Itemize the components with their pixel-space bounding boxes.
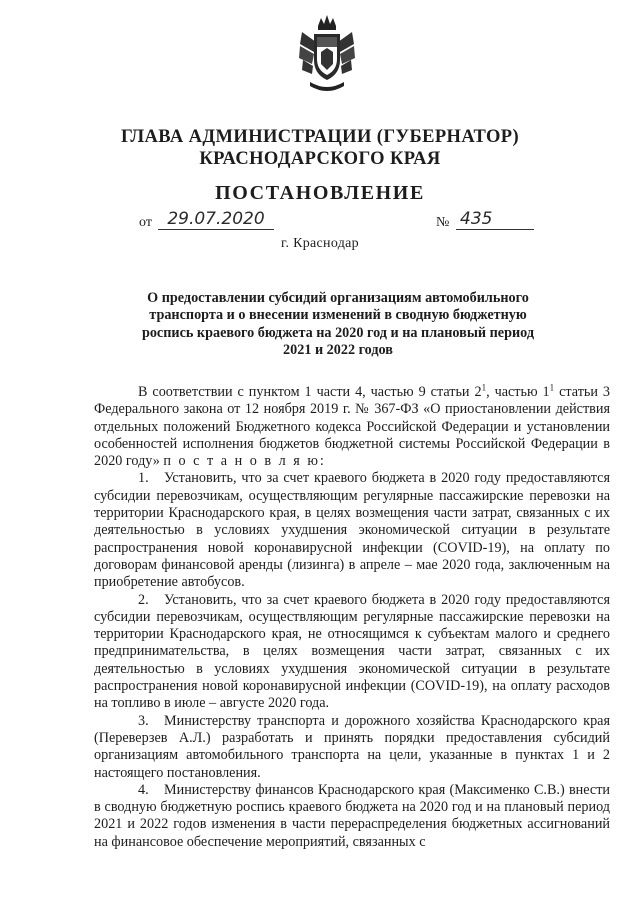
item-text: Установить, что за счет краевого бюджета в 2020 году предоставляются субсидии перевозчикам, осуществляющим регулярные пассажирские перевозки на территории Краснодарского края, в целях возмещения части затрат, связанных с их деятельностью в условиях ухудшения экономической ситуации в результате распространения новой коронавирусной инфекции (COVID-19), на оплату по договорам финансовой аренды (лизинга) в апреле – мае 2020 года, заключенным на приобретение автобусов. xyxy=(94,470,610,591)
item-text: Министерству транспорта и дорожного хозяйства Краснодарского края (Переверзев А.Л.) разработать и принять порядки предоставления субсидий организациям автомобильного транспорта на цели, указанные в пунктах 1 и 2 настоящего постановления. xyxy=(94,712,610,781)
list-item xyxy=(94,470,610,591)
city: г. Краснодар xyxy=(281,236,359,251)
document-number: 435 xyxy=(456,209,534,230)
list-item xyxy=(94,713,610,782)
date-number-line xyxy=(0,209,640,233)
list-item xyxy=(94,782,610,851)
item-number: 1. xyxy=(138,470,149,487)
document-date: 29.07.2020 xyxy=(158,209,274,230)
krasnodar-coat-of-arms-icon xyxy=(298,12,356,94)
item-number: 2. xyxy=(138,591,149,608)
number-label: № xyxy=(436,215,450,230)
item-number: 3. xyxy=(138,712,149,729)
decree-word: п о с т а н о в л я ю: xyxy=(163,453,326,470)
item-text: Установить, что за счет краевого бюджета в 2020 году предоставляются субсидии перевозчикам, осуществляющим регулярные пассажирские перевозки на территории Краснодарского края, не относящимся к субъектам малого и среднего предпринимательства, в целях возмещения части затрат, связанных с их деятельностью в условиях ухудшения экономической ситуации в результате распространения новой коронавирусной инфекции (COVID-19), на оплату расходов на топливо в июле – августе 2020 года. xyxy=(94,591,610,712)
item-text: Министерству финансов Краснодарского края (Максименко С.В.) внести в сводную бюджетную роспись краевого бюджета на 2020 год и на плановый период 2021 и 2022 годов изменения в части перераспределения бюджетных ассигнований на финансовое обеспечение мероприятий, связанных с xyxy=(94,781,610,850)
preamble: В соответствии с пунктом 1 части 4, частью 9 статьи $2^1$, частью $1^1$ статьи 3 Федерального закона от 12 ноября 2019 г. № 367-ФЗ «О приостановлении действия отдельных положений Бюджетного кодекса Российской Федерации и установлении особенностей исполнения бюджетов бюджетной системы Российской Федерации в 2020 году» п о с т а н о в л я ю: xyxy=(94,382,611,470)
list-item xyxy=(94,592,610,713)
header-region: КРАСНОДАРСКОГО КРАЯ xyxy=(199,149,441,169)
item-number: 4. xyxy=(138,781,149,798)
header-authority: ГЛАВА АДМИНИСТРАЦИИ (ГУБЕРНАТОР) xyxy=(120,127,520,147)
document-title: О предоставлении субсидий организациям автомобильного транспорта и о внесении изменений в сводную бюджетную роспись краевого бюджета на 2020 год и на плановый период 2021 и 2022 годов xyxy=(141,290,535,359)
document-body xyxy=(94,384,610,851)
date-label: от xyxy=(139,215,152,230)
document-type: ПОСТАНОВЛЕНИЕ xyxy=(215,182,425,204)
